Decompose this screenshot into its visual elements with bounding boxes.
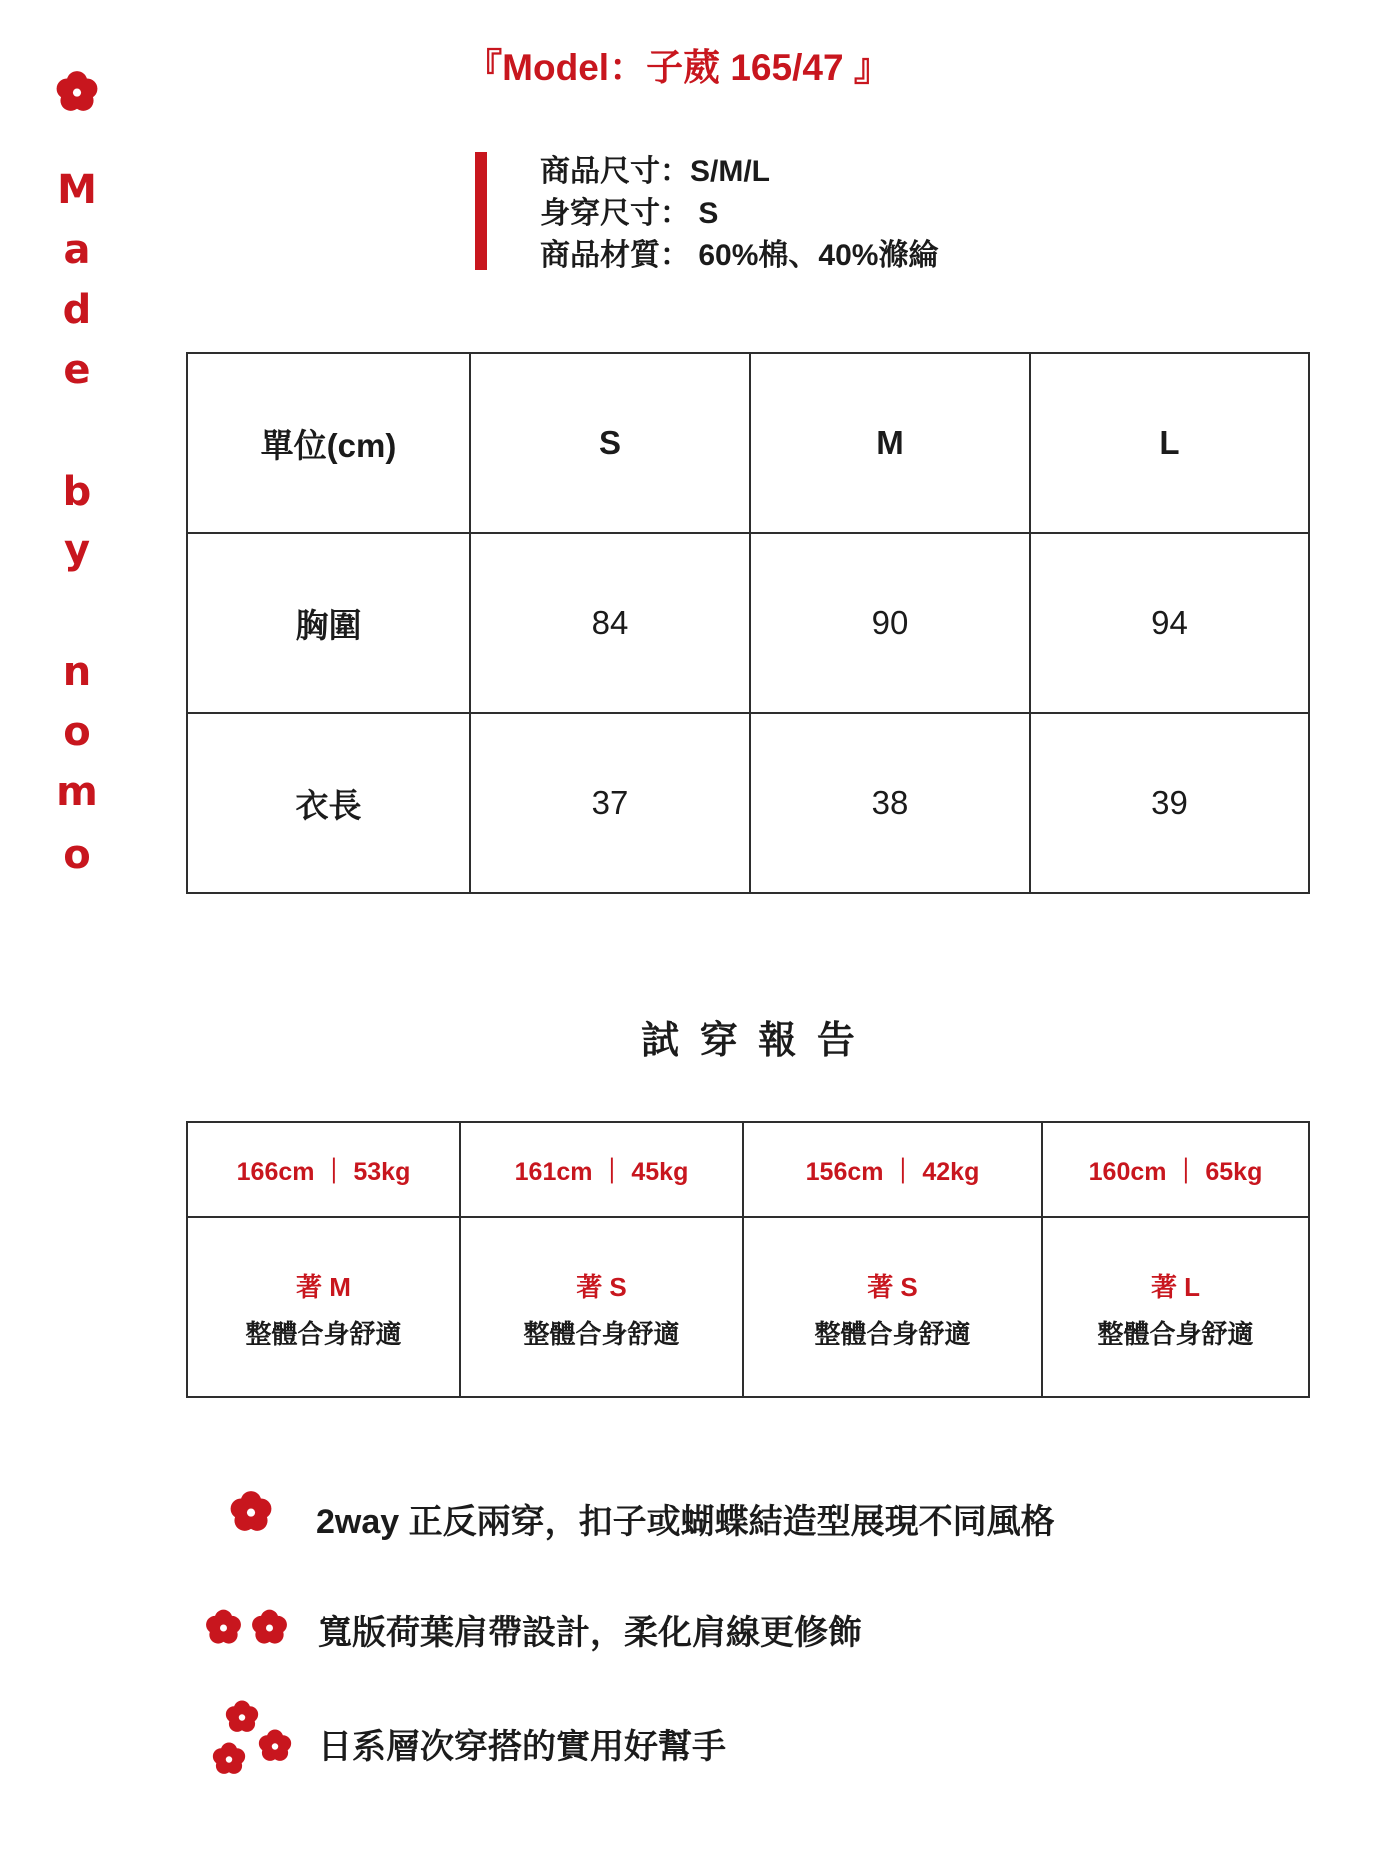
tester-comment: 整體合身舒適 [523,1319,680,1349]
tester-comment: 整體合身舒適 [814,1319,971,1349]
tester-size-worn: 著 S [867,1272,918,1302]
brand-letter: o [63,832,91,878]
size-table-row-label: 胸圍 [187,533,470,713]
brand-letter: a [63,227,91,273]
spec-product-sizes: 商品尺寸：S/M/L [540,155,770,188]
tester-measurements: 160cm ｜ 65kg [1042,1122,1309,1217]
spec-material: 商品材質： 60%棉、40%滌綸 [540,239,939,272]
brand-letter: o [63,709,91,755]
tester-size-worn: 著 S [576,1272,627,1302]
brand-letter: e [63,347,91,393]
feature-item: 寬版荷葉肩帶設計，柔化肩線更修飾 [318,1614,862,1652]
fit-report-note-row [187,1217,1309,1397]
size-table-header-cell: L [1030,353,1309,533]
brand-letter: M [57,167,97,213]
size-table-cell: 37 [470,713,750,893]
size-table-row-label: 衣長 [187,713,470,893]
brand-letter: b [62,469,92,515]
flower-icon [210,1740,248,1778]
size-table [186,352,1310,894]
spec-accent-bar [475,152,487,270]
feature-item: 2way 正反兩穿，扣子或蝴蝶結造型展現不同風格 [316,1503,1055,1541]
flower-icon [227,1488,275,1536]
size-table-unit-header: 單位(cm) [187,353,470,533]
tester-note [1042,1217,1309,1397]
brand-letter: d [62,287,92,333]
spec-worn-size: 身穿尺寸： S [540,197,719,230]
size-table-header-row [187,353,1309,533]
model-title: 『Model：子葳 165/47 』 [465,47,891,88]
feature-item: 日系層次穿搭的實用好幫手 [318,1728,726,1766]
flower-icon [203,1607,244,1648]
size-table-row [187,713,1309,893]
flower-icon [249,1607,290,1648]
tester-note [743,1217,1042,1397]
size-table-cell: 84 [470,533,750,713]
flower-icon [256,1727,294,1765]
tester-note [460,1217,743,1397]
size-table-cell: 90 [750,533,1030,713]
fit-report-title: 試 穿 報 告 [641,1020,860,1062]
size-table-cell: 39 [1030,713,1309,893]
tester-comment: 整體合身舒適 [1097,1319,1254,1349]
brand-letter: m [56,769,98,815]
tester-measurements: 161cm ｜ 45kg [460,1122,743,1217]
tester-comment: 整體合身舒適 [245,1319,402,1349]
size-table-cell: 38 [750,713,1030,893]
tester-measurements: 156cm ｜ 42kg [743,1122,1042,1217]
tester-measurements: 166cm ｜ 53kg [187,1122,460,1217]
brand-letter: y [63,527,91,573]
tester-size-worn: 著 L [1150,1272,1201,1302]
fit-report-table [186,1121,1310,1398]
size-table-header-cell: M [750,353,1030,533]
size-table-header-cell: S [470,353,750,533]
size-table-row [187,533,1309,713]
size-table-cell: 94 [1030,533,1309,713]
tester-size-worn: 著 M [296,1272,351,1302]
fit-report-body-row [187,1122,1309,1217]
brand-letter: n [62,649,92,695]
flower-icon [53,68,101,116]
tester-note [187,1217,460,1397]
